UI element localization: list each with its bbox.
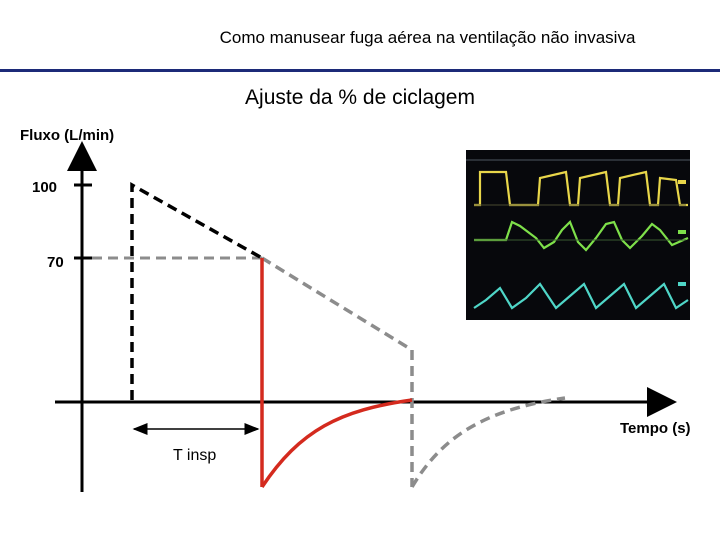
expiratory-curve-red xyxy=(262,400,412,487)
y-axis-label: Fluxo (L/min) xyxy=(20,127,115,144)
expiratory-curve-gray-dashed xyxy=(412,398,565,487)
flow-curve-black-dashed xyxy=(132,185,262,400)
flow-curve-gray-dashed xyxy=(262,258,412,487)
t-insp-label: T insp xyxy=(173,447,217,464)
slide-header-title: Como manusear fuga aérea na ventilação não invasiva xyxy=(219,28,636,47)
slide-subtitle: Ajuste da % de ciclagem xyxy=(245,86,475,109)
tick-100-label: 100 xyxy=(32,179,58,196)
tick-70-label: 70 xyxy=(47,254,64,271)
monitor-waveforms xyxy=(466,150,690,320)
ventilator-monitor-photo xyxy=(466,150,690,320)
x-axis-label: Tempo (s) xyxy=(620,420,691,437)
